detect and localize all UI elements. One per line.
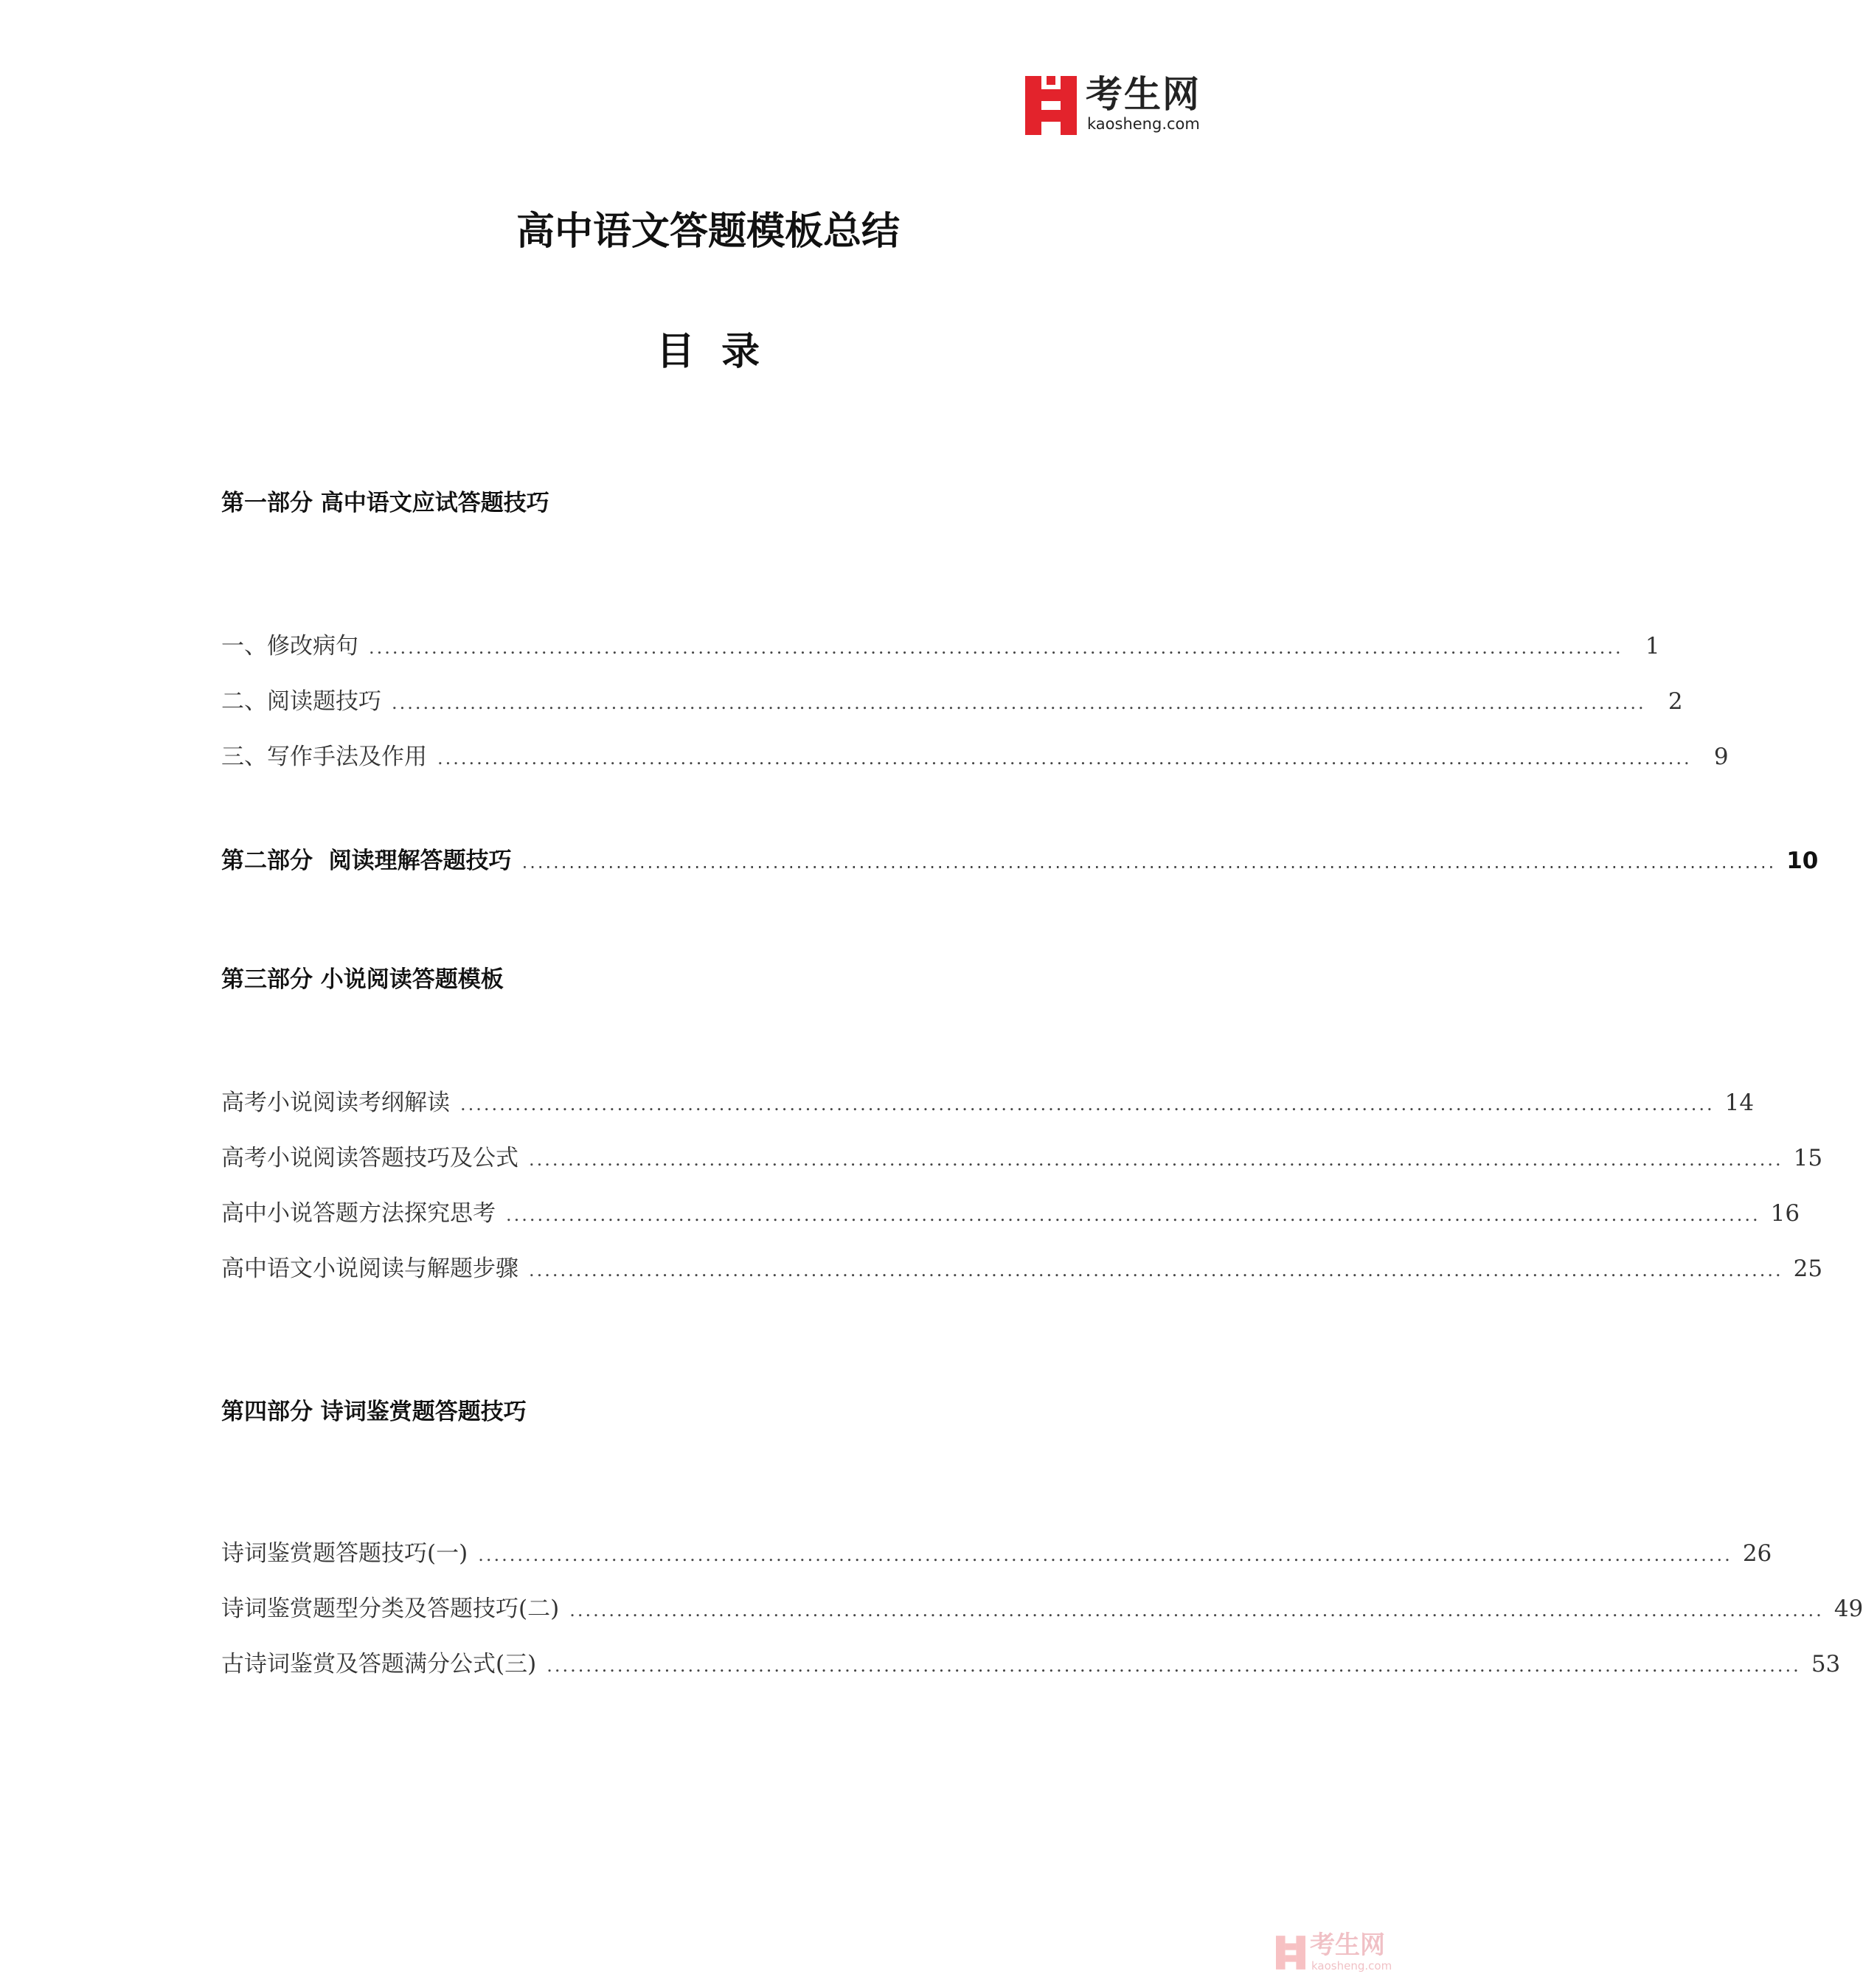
toc-entry-label: 高考小说阅读答题技巧及公式: [221, 1145, 518, 1171]
toc-entry[interactable]: [221, 1087, 1755, 1118]
toc-leader-dots: ................................................................................................................................................................: [529, 1260, 1783, 1281]
toc-entry-label: 二、阅读题技巧: [221, 688, 381, 715]
toc-entry-label: 诗词鉴赏题型分类及答题技巧(二): [221, 1596, 560, 1622]
toc-leader-dots: ................................................................................................................................................................: [460, 1094, 1715, 1115]
toc-entry[interactable]: [221, 1538, 1772, 1569]
toc-leader-dots: ................................................................................................................................................................: [506, 1205, 1760, 1225]
watermark-text-cn: 考生网: [1310, 1930, 1385, 1960]
toc-leader-dots: ................................................................................................................................................................: [547, 1655, 1801, 1676]
toc-entry-label: 古诗词鉴赏及答题满分公式(三): [221, 1651, 537, 1677]
toc-entry[interactable]: [221, 1649, 1841, 1680]
toc-entry[interactable]: [221, 1253, 1823, 1284]
toc-entry-label: 高考小说阅读考纲解读: [221, 1090, 450, 1116]
toc-entry-page: 15: [1793, 1145, 1823, 1171]
toc-entry-page: 2: [1668, 688, 1683, 715]
toc-entry-page: 16: [1770, 1200, 1800, 1227]
watermark-text-en: kaosheng.com: [1311, 1959, 1392, 1973]
toc-part-heading: 第一部分 高中语文应试答题技巧: [221, 490, 549, 516]
toc-entry-page: 14: [1724, 1090, 1755, 1116]
toc-title: 目 录: [656, 330, 760, 374]
document-title: 高中语文答题模板总结: [516, 209, 900, 254]
logo-text-cn: 考生网: [1086, 73, 1201, 116]
toc-leader-dots: ................................................................................................................................................................: [521, 852, 1777, 873]
logo-text-en: kaosheng.com: [1087, 115, 1200, 133]
toc-leader-dots: ................................................................................................................................................................: [478, 1545, 1732, 1565]
toc-part-heading: 第四部分 诗词鉴赏题答题技巧: [221, 1399, 527, 1425]
toc-entry-page: 9: [1713, 744, 1729, 770]
toc-entry-page: 1: [1645, 633, 1660, 659]
toc-entry-label: 诗词鉴赏题答题技巧(一): [221, 1540, 468, 1567]
toc-part-heading: 第二部分 阅读理解答题技巧: [221, 848, 512, 874]
toc-entry[interactable]: [221, 631, 1660, 662]
toc-entry-page: 10: [1786, 848, 1819, 874]
toc-leader-dots: ................................................................................................................................................................: [437, 748, 1692, 769]
toc-entry[interactable]: [221, 1593, 1863, 1624]
toc-entry[interactable]: [221, 1143, 1823, 1174]
kaosheng-logo-icon: [1025, 76, 1077, 135]
toc-part-entry[interactable]: [221, 845, 1819, 876]
watermark-logo-icon: [1276, 1934, 1305, 1971]
toc-entry[interactable]: [221, 686, 1683, 717]
toc-entry-page: 26: [1742, 1540, 1772, 1567]
toc-leader-dots: ................................................................................................................................................................: [529, 1149, 1783, 1170]
toc-leader-dots: ................................................................................................................................................................: [369, 637, 1623, 658]
toc-leader-dots: ................................................................................................................................................................: [392, 693, 1646, 713]
watermark-logo: [1276, 1931, 1401, 1977]
toc-entry-label: 三、写作手法及作用: [221, 744, 427, 770]
toc-leader-dots: ................................................................................................................................................................: [569, 1600, 1824, 1621]
kaosheng-logo: [1025, 74, 1217, 136]
toc-entry-page: 53: [1811, 1651, 1841, 1677]
toc-entry-page: 25: [1793, 1256, 1823, 1282]
toc-entry-label: 高中语文小说阅读与解题步骤: [221, 1256, 518, 1282]
toc-entry-label: 一、修改病句: [221, 633, 358, 659]
toc-part-heading: 第三部分 小说阅读答题模板: [221, 966, 504, 993]
toc-entry-label: 高中小说答题方法探究思考: [221, 1200, 496, 1227]
toc-entry-page: 49: [1833, 1596, 1863, 1622]
toc-entry[interactable]: [221, 741, 1729, 772]
toc-entry[interactable]: [221, 1198, 1800, 1229]
